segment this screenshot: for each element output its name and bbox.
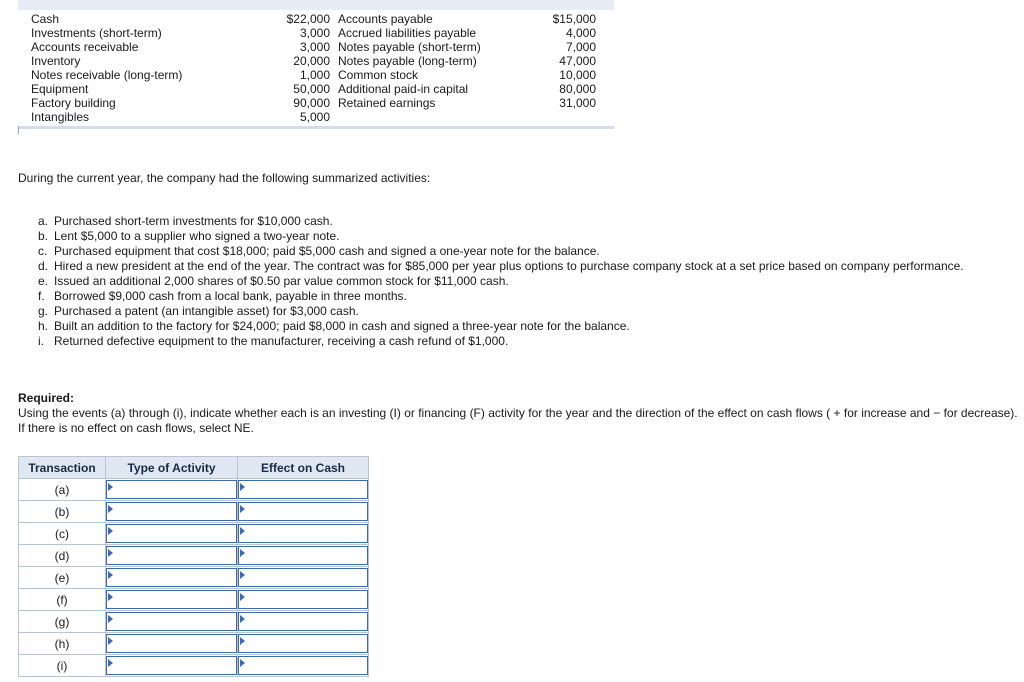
- liability-labels: [338, 12, 481, 110]
- effect-cell: [238, 501, 369, 523]
- type-of-activity-select[interactable]: [106, 546, 237, 565]
- dropdown-arrow-icon: [240, 483, 245, 491]
- header-type-of-activity: Type of Activity: [106, 457, 238, 479]
- liability-label: Common stock: [338, 68, 419, 82]
- type-of-activity-select[interactable]: [106, 480, 237, 499]
- table-row: [19, 655, 369, 677]
- item-label: d.: [38, 259, 49, 273]
- effect-on-cash-select[interactable]: [238, 590, 368, 609]
- list-item: [38, 274, 998, 289]
- type-cell: [106, 523, 238, 545]
- effect-on-cash-select[interactable]: [238, 656, 368, 675]
- effect-cell: [238, 479, 369, 501]
- balance-bottom-tick: [18, 126, 19, 134]
- table-row: [19, 545, 369, 567]
- table-row: [19, 523, 369, 545]
- type-of-activity-select[interactable]: [106, 590, 237, 609]
- table-row: [19, 633, 369, 655]
- asset-label: Investments (short-term): [31, 26, 162, 40]
- effect-cell: [238, 545, 369, 567]
- liability-values: [538, 12, 596, 110]
- type-of-activity-select[interactable]: [106, 656, 237, 675]
- asset-value: 3,000: [299, 40, 330, 54]
- asset-labels: [31, 12, 182, 124]
- table-row: [19, 589, 369, 611]
- item-label: a.: [38, 214, 49, 228]
- type-of-activity-select[interactable]: [106, 524, 237, 543]
- balance-sheet: [18, 0, 614, 134]
- table-row: [19, 611, 369, 633]
- asset-label: Factory building: [31, 96, 116, 110]
- effect-cell: [238, 611, 369, 633]
- activities-list: [38, 214, 998, 349]
- item-label: h.: [38, 319, 49, 333]
- liability-label: Retained earnings: [338, 96, 436, 110]
- item-text: Purchased equipment that cost $18,000; paid $5,000 cash and signed a one-year note for the balance.: [54, 244, 600, 258]
- effect-on-cash-select[interactable]: [238, 524, 368, 543]
- required-instructions: Using the events (a) through (i), indicate whether each is an investing (I) or financing (F) activity for the year and the direction of the effect on cash flows ( + for increase and − for decrease). If there is no effect on cash flows, select NE.: [18, 406, 1018, 435]
- asset-label: Accounts receivable: [31, 40, 139, 54]
- effect-cell: [238, 633, 369, 655]
- dropdown-arrow-icon: [108, 659, 113, 667]
- dropdown-arrow-icon: [108, 483, 113, 491]
- answer-table: [18, 456, 369, 677]
- type-cell: [106, 479, 238, 501]
- type-cell: [106, 655, 238, 677]
- effect-on-cash-select[interactable]: [238, 502, 368, 521]
- dropdown-arrow-icon: [240, 527, 245, 535]
- type-cell: [106, 589, 238, 611]
- table-row: [19, 479, 369, 501]
- effect-cell: [238, 589, 369, 611]
- asset-value: 5,000: [299, 110, 330, 124]
- transaction-label: (e): [19, 567, 106, 589]
- item-text: Hired a new president at the end of the year. The contract was for $85,000 per year plus options to purchase company stock at a set price based on company performance.: [54, 259, 964, 273]
- liability-label: Accrued liabilities payable: [338, 26, 477, 40]
- item-text: Returned defective equipment to the manufacturer, receiving a cash refund of $1,000.: [54, 334, 509, 348]
- asset-value: 20,000: [293, 54, 330, 68]
- item-text: Purchased short-term investments for $10,000 cash.: [54, 214, 333, 228]
- asset-value: 50,000: [293, 82, 330, 96]
- list-item: [38, 214, 998, 229]
- dropdown-arrow-icon: [108, 571, 113, 579]
- effect-cell: [238, 655, 369, 677]
- dropdown-arrow-icon: [108, 549, 113, 557]
- intro-text: During the current year, the company had the following summarized activities:: [18, 171, 431, 185]
- asset-values: [266, 12, 330, 124]
- asset-value: 3,000: [299, 26, 330, 40]
- type-cell: [106, 545, 238, 567]
- header-effect-on-cash: Effect on Cash: [238, 457, 369, 479]
- liability-value: $15,000: [552, 12, 596, 26]
- effect-on-cash-select[interactable]: [238, 612, 368, 631]
- dropdown-arrow-icon: [240, 571, 245, 579]
- list-item: [38, 304, 998, 319]
- type-cell: [106, 633, 238, 655]
- effect-on-cash-select[interactable]: [238, 634, 368, 653]
- liability-value: 4,000: [565, 26, 596, 40]
- type-of-activity-select[interactable]: [106, 612, 237, 631]
- transaction-label: (a): [19, 479, 106, 501]
- item-text: Issued an additional 2,000 shares of $0.50 par value common stock for $11,000 cash.: [54, 274, 509, 288]
- item-label: f.: [38, 289, 45, 303]
- liability-label: Additional paid-in capital: [338, 82, 469, 96]
- liability-value: 31,000: [559, 96, 596, 110]
- asset-value: 1,000: [299, 68, 330, 82]
- dropdown-arrow-icon: [240, 549, 245, 557]
- liability-value: 7,000: [565, 40, 596, 54]
- type-cell: [106, 611, 238, 633]
- effect-cell: [238, 567, 369, 589]
- item-text: Built an addition to the factory for $24,000; paid $8,000 in cash and signed a three-year note for the balance.: [54, 319, 630, 333]
- item-text: Borrowed $9,000 cash from a local bank, payable in three months.: [54, 289, 407, 303]
- header-transaction: Transaction: [19, 457, 106, 479]
- dropdown-arrow-icon: [240, 659, 245, 667]
- effect-on-cash-select[interactable]: [238, 568, 368, 587]
- item-label: e.: [38, 274, 49, 288]
- transaction-label: (d): [19, 545, 106, 567]
- item-text: Purchased a patent (an intangible asset) for $3,000 cash.: [54, 304, 359, 318]
- item-text: Lent $5,000 to a supplier who signed a two-year note.: [54, 229, 340, 243]
- effect-cell: [238, 523, 369, 545]
- balance-bottom-bar: [18, 126, 614, 129]
- dropdown-arrow-icon: [108, 527, 113, 535]
- dropdown-arrow-icon: [240, 505, 245, 513]
- transaction-label: (f): [19, 589, 106, 611]
- liability-label: Notes payable (short-term): [338, 40, 481, 54]
- dropdown-arrow-icon: [240, 615, 245, 623]
- table-row: [19, 501, 369, 523]
- dropdown-arrow-icon: [108, 505, 113, 513]
- item-label: c.: [38, 244, 48, 258]
- type-of-activity-select[interactable]: [106, 568, 237, 587]
- asset-label: Notes receivable (long-term): [31, 68, 183, 82]
- liability-value: 47,000: [559, 54, 596, 68]
- list-item: [38, 244, 998, 259]
- list-item: [38, 334, 998, 349]
- asset-value: 90,000: [293, 96, 330, 110]
- liability-value: 10,000: [559, 68, 596, 82]
- effect-on-cash-select[interactable]: [238, 480, 368, 499]
- required-heading: Required:: [18, 391, 75, 405]
- liability-label: Notes payable (long-term): [338, 54, 477, 68]
- asset-label: Equipment: [31, 82, 89, 96]
- item-label: i.: [38, 334, 44, 348]
- list-item: [38, 259, 998, 274]
- asset-label: Inventory: [31, 54, 81, 68]
- table-row: [19, 567, 369, 589]
- type-cell: [106, 567, 238, 589]
- transaction-label: (h): [19, 633, 106, 655]
- asset-label: Intangibles: [31, 110, 90, 124]
- liability-value: 80,000: [559, 82, 596, 96]
- transaction-label: (g): [19, 611, 106, 633]
- dropdown-arrow-icon: [108, 593, 113, 601]
- type-cell: [106, 501, 238, 523]
- list-item: [38, 289, 998, 304]
- liability-label: Accounts payable: [338, 12, 433, 26]
- balance-top-bar: [18, 0, 614, 10]
- type-of-activity-select[interactable]: [106, 502, 237, 521]
- list-item: [38, 229, 998, 244]
- list-item: [38, 319, 998, 334]
- transaction-label: (c): [19, 523, 106, 545]
- asset-value: $22,000: [286, 12, 330, 26]
- transaction-label: (i): [19, 655, 106, 677]
- item-label: b.: [38, 229, 49, 243]
- dropdown-arrow-icon: [240, 637, 245, 645]
- dropdown-arrow-icon: [108, 637, 113, 645]
- asset-label: Cash: [31, 12, 60, 26]
- item-label: g.: [38, 304, 49, 318]
- effect-on-cash-select[interactable]: [238, 546, 368, 565]
- transaction-label: (b): [19, 501, 106, 523]
- type-of-activity-select[interactable]: [106, 634, 237, 653]
- dropdown-arrow-icon: [240, 593, 245, 601]
- dropdown-arrow-icon: [108, 615, 113, 623]
- table-header-row: [19, 457, 369, 479]
